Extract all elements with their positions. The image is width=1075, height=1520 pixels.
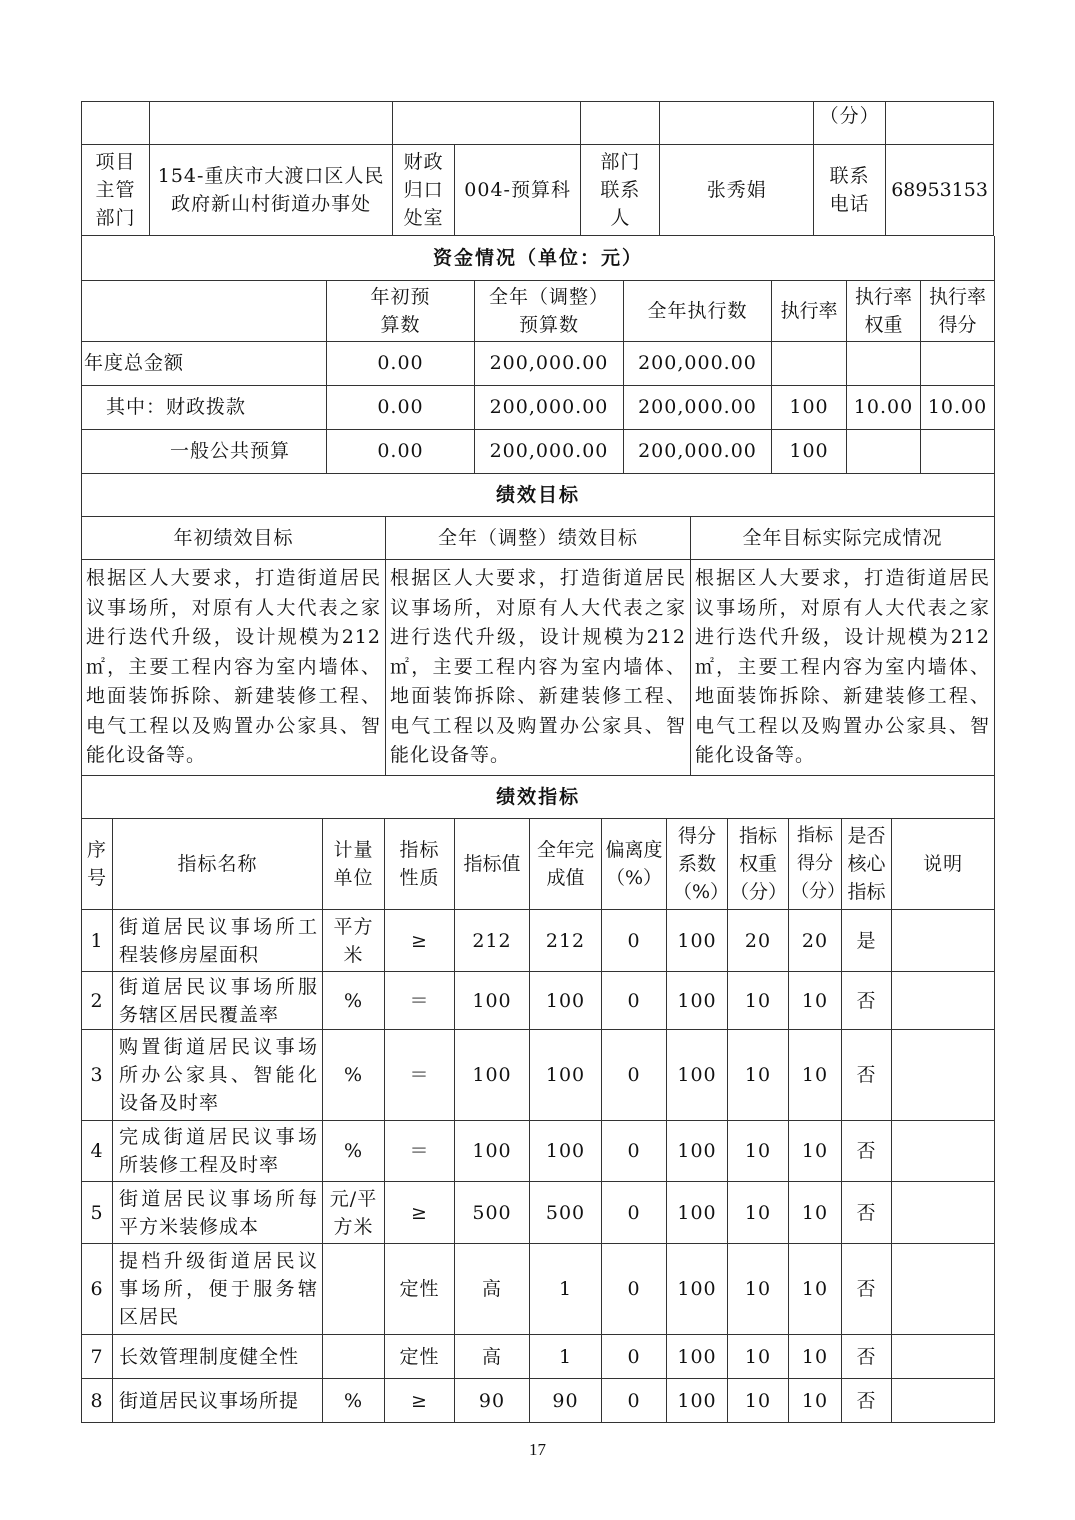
indicators-title: 绩效指标 [82,776,995,819]
goals-text-adjusted: 根据区人大要求，打造街道居民议事场所，对原有人大代表之家进行迭代升级，设计规模为212㎡，主要工程内容为室内墙体、地面装饰拆除、新建装修工程、电气工程以及购置办公家具、智能化设备等。 [386,560,691,776]
row-score: 10 [789,972,842,1030]
row-done: 1 [530,1244,602,1335]
contact-label: 部门联系人 [581,145,660,236]
row-score: 10 [789,1121,842,1182]
row-dev: 0 [602,1379,667,1423]
empty-cell [82,280,327,341]
row-core: 否 [842,972,892,1030]
row-seq: 3 [82,1030,113,1121]
row-target: 高 [455,1244,530,1335]
empty-cell [660,102,814,145]
col-dev: 偏离度（%） [602,819,667,910]
row-done: 90 [530,1379,602,1423]
row-nature: ≥ [385,1182,455,1244]
row-dev: 0 [602,1335,667,1379]
header-top-row [82,102,994,145]
row-target: 100 [455,1030,530,1121]
table-row [82,1121,995,1182]
funds-rate [772,341,847,385]
row-core: 否 [842,1335,892,1379]
funds-col-header: 执行率 [772,280,847,341]
row-weight: 10 [728,1244,789,1335]
row-score: 10 [789,1379,842,1423]
col-coef: 得分系数（%） [667,819,728,910]
indicator-rows [82,910,995,1423]
dept-label: 项目主管部门 [82,145,150,236]
goals-col-actual: 全年目标实际完成情况 [691,517,995,560]
col-core: 是否核心指标 [842,819,892,910]
row-coef: 100 [667,1182,728,1244]
funds-row-label: 一般公共预算 [82,429,327,473]
table-row [82,972,995,1030]
row-nature: ＝ [385,1030,455,1121]
row-unit: 平方米 [323,910,385,972]
row-weight: 10 [728,1379,789,1423]
row-unit [323,1335,385,1379]
empty-cell [82,102,150,145]
row-seq: 6 [82,1244,113,1335]
funds-row-label: 年度总金额 [82,341,327,385]
funds-col-header: 全年（调整）预算数 [475,280,624,341]
goals-header-row [82,517,995,560]
row-core: 否 [842,1030,892,1121]
col-weight: 指标权重（分） [728,819,789,910]
row-target: 100 [455,972,530,1030]
col-seq: 序号 [82,819,113,910]
row-coef: 100 [667,1121,728,1182]
row-nature: 定性 [385,1244,455,1335]
finance-label: 财政归口处室 [393,145,455,236]
row-seq: 1 [82,910,113,972]
row-unit: 元/平方米 [323,1182,385,1244]
row-seq: 8 [82,1379,113,1423]
row-done: 212 [530,910,602,972]
row-coef: 100 [667,972,728,1030]
row-dev: 0 [602,1121,667,1182]
funds-col-header: 执行率得分 [921,280,995,341]
row-unit: % [323,972,385,1030]
row-coef: 100 [667,910,728,972]
row-name: 长效管理制度健全性 [113,1335,323,1379]
report-page [81,101,994,1423]
row-coef: 100 [667,1244,728,1335]
funds-weight: 10.00 [847,385,921,429]
row-done: 100 [530,972,602,1030]
row-weight: 10 [728,1030,789,1121]
table-row [82,1379,995,1423]
row-done: 1 [530,1335,602,1379]
funds-executed: 200,000.00 [624,341,772,385]
row-note [892,910,995,972]
funds-rate: 100 [772,385,847,429]
row-done: 100 [530,1121,602,1182]
row-note [892,1244,995,1335]
row-weight: 10 [728,972,789,1030]
funds-rate: 100 [772,429,847,473]
table-row [82,910,995,972]
funds-weight [847,429,921,473]
header-info-row [82,145,994,236]
row-nature: 定性 [385,1335,455,1379]
finance-value: 004-预算科 [455,145,581,236]
dept-value: 154-重庆市大渡口区人民政府新山村街道办事处 [150,145,393,236]
goals-col-initial: 年初绩效目标 [82,517,386,560]
row-unit: % [323,1121,385,1182]
row-note [892,1379,995,1423]
row-core: 否 [842,1182,892,1244]
row-dev: 0 [602,1030,667,1121]
funds-adjusted: 200,000.00 [475,385,624,429]
funds-initial: 0.00 [327,429,475,473]
row-score: 20 [789,910,842,972]
row-note [892,972,995,1030]
row-unit: % [323,1379,385,1423]
funds-col-header: 全年执行数 [624,280,772,341]
funds-adjusted: 200,000.00 [475,429,624,473]
row-done: 500 [530,1182,602,1244]
row-name: 街道居民议事场所工程装修房屋面积 [113,910,323,972]
goals-table [81,474,995,776]
col-note: 说明 [892,819,995,910]
row-core: 否 [842,1379,892,1423]
row-nature: ＝ [385,1121,455,1182]
table-row [82,1335,995,1379]
row-note [892,1121,995,1182]
row-name: 街道居民议事场所服务辖区居民覆盖率 [113,972,323,1030]
col-target: 指标值 [455,819,530,910]
row-note [892,1335,995,1379]
row-coef: 100 [667,1379,728,1423]
goals-text-initial: 根据区人大要求，打造街道居民议事场所，对原有人大代表之家进行迭代升级，设计规模为212㎡，主要工程内容为室内墙体、地面装饰拆除、新建装修工程、电气工程以及购置办公家具、智能化设备等。 [82,560,386,776]
row-seq: 5 [82,1182,113,1244]
row-nature: ＝ [385,972,455,1030]
row-name: 街道居民议事场所每平方米装修成本 [113,1182,323,1244]
row-dev: 0 [602,1182,667,1244]
row-core: 否 [842,1121,892,1182]
col-nature: 指标性质 [385,819,455,910]
goals-text-actual: 根据区人大要求，打造街道居民议事场所，对原有人大代表之家进行迭代升级，设计规模为212㎡，主要工程内容为室内墙体、地面装饰拆除、新建装修工程、电气工程以及购置办公家具、智能化设备等。 [691,560,995,776]
row-target: 90 [455,1379,530,1423]
funds-executed: 200,000.00 [624,385,772,429]
funds-initial: 0.00 [327,341,475,385]
row-core: 是 [842,910,892,972]
funds-title: 资金情况（单位：元） [82,236,995,280]
row-seq: 2 [82,972,113,1030]
row-unit: % [323,1030,385,1121]
funds-executed: 200,000.00 [624,429,772,473]
row-weight: 20 [728,910,789,972]
row-seq: 4 [82,1121,113,1182]
empty-cell [581,102,660,145]
row-unit [323,1244,385,1335]
funds-header-row [82,280,995,341]
row-dev: 0 [602,910,667,972]
funds-row-label: 其中：财政拨款 [82,385,327,429]
row-nature: ≥ [385,910,455,972]
funds-row [82,385,995,429]
header-table [81,101,994,236]
row-weight: 10 [728,1182,789,1244]
row-score: 10 [789,1030,842,1121]
funds-score: 10.00 [921,385,995,429]
empty-cell [150,102,393,145]
table-row [82,1182,995,1244]
row-seq: 7 [82,1335,113,1379]
row-name: 街道居民议事场所提 [113,1379,323,1423]
phone-label: 联系电话 [813,145,885,236]
row-target: 100 [455,1121,530,1182]
funds-initial: 0.00 [327,385,475,429]
row-coef: 100 [667,1030,728,1121]
funds-col-header: 执行率权重 [847,280,921,341]
row-name: 购置街道居民议事场所办公家具、智能化设备及时率 [113,1030,323,1121]
phone-value: 68953153 [886,145,994,236]
table-row [82,1030,995,1121]
row-note [892,1182,995,1244]
col-name: 指标名称 [113,819,323,910]
funds-adjusted: 200,000.00 [475,341,624,385]
row-dev: 0 [602,1244,667,1335]
row-score: 10 [789,1244,842,1335]
indicators-header-row [82,819,995,910]
row-nature: ≥ [385,1379,455,1423]
row-name: 提档升级街道居民议事场所，便于服务辖区居民 [113,1244,323,1335]
col-done: 全年完成值 [530,819,602,910]
row-weight: 10 [728,1121,789,1182]
contact-value: 张秀娟 [660,145,814,236]
col-score: 指标得分（分） [789,819,842,910]
row-coef: 100 [667,1335,728,1379]
funds-row [82,341,995,385]
row-score: 10 [789,1335,842,1379]
unit-suffix: （分） [813,102,885,145]
row-name: 完成街道居民议事场所装修工程及时率 [113,1121,323,1182]
funds-row [82,429,995,473]
funds-score [921,341,995,385]
goals-col-adjusted: 全年（调整）绩效目标 [386,517,691,560]
col-unit: 计量单位 [323,819,385,910]
row-target: 500 [455,1182,530,1244]
row-core: 否 [842,1244,892,1335]
funds-table [81,236,995,474]
funds-col-header: 年初预算数 [327,280,475,341]
row-weight: 10 [728,1335,789,1379]
row-target: 212 [455,910,530,972]
table-row [82,1244,995,1335]
row-dev: 0 [602,972,667,1030]
row-target: 高 [455,1335,530,1379]
page-number: 17 [529,1440,546,1459]
row-done: 100 [530,1030,602,1121]
funds-score [921,429,995,473]
goals-title: 绩效目标 [82,474,995,517]
indicators-table [81,776,995,1424]
empty-cell [886,102,994,145]
row-score: 10 [789,1182,842,1244]
goals-text-row [82,560,995,776]
row-note [892,1030,995,1121]
funds-weight [847,341,921,385]
